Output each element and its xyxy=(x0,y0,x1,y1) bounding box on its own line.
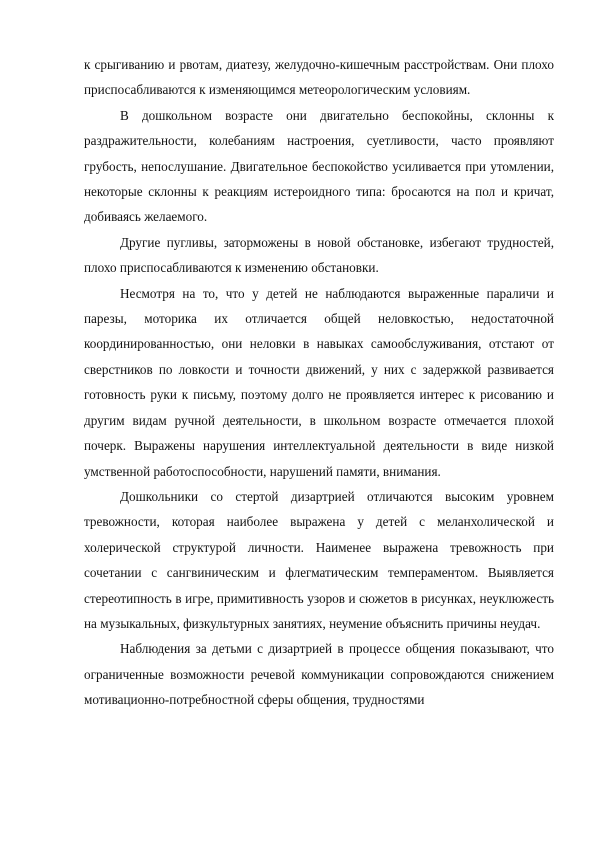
paragraph-continuation: к срыгиванию и рвотам, диатезу, желудочно-кишечным расстройствам. Они плохо приспосабливаются к изменяющимся метеорологическим условиям. xyxy=(84,57,554,98)
paragraph-communication: Наблюдения за детьми с дизартрией в процессе общения показывают, что ограниченные возможности речевой коммуникации сопровождаются снижением мотивационно-потребностной сферы общения, трудностями xyxy=(84,641,554,708)
body-text xyxy=(84,52,554,713)
paragraph-preschool-behavior: В дошкольном возрасте они двигательно беспокойны, склонны к раздражительности, колебаниям настроения, суетливости, часто проявляют грубость, непослушание. Двигательное беспокойство усиливается при утомлении, некоторые склонны к реакциям истероидного типа: бросаются на пол и кричат, добиваясь желаемого. xyxy=(84,107,554,225)
paragraph-motor-skills: Несмотря на то, что у детей не наблюдаются выраженные параличи и парезы, моторика их отличается общей неловкостью, недостаточной координированностью, они неловки в навыках самообслуживания, отстают от сверстников по ловкости и точности движений, у них с задержкой развивается готовность руки к письму, поэтому долго не проявляется интерес к рисованию и другим видам ручной деятельности, в школьном возрасте отмечается плохой почерк. Выражены нарушения интеллектуальной деятельности в виде низкой умственной работоспособности, нарушений памяти, внимания. xyxy=(84,285,554,479)
paragraph-anxiety-level: Дошкольники со стертой дизартрией отличаются высоким уровнем тревожности, которая наиболее выражена у детей с меланхолической и холерической структурой личности. Наименее выражена тревожность при сочетании с сангвиническим и флегматическим темпераментом. Выявляется стереотипность в игре, примитивность узоров и сюжетов в рисунках, неуклюжесть на музыкальных, физкультурных занятиях, неумение объяснить причины неудач. xyxy=(84,488,554,631)
paragraph-fearful-children: Другие пугливы, заторможены в новой обстановке, избегают трудностей, плохо приспосабливаются к изменению обстановки. xyxy=(84,234,554,276)
